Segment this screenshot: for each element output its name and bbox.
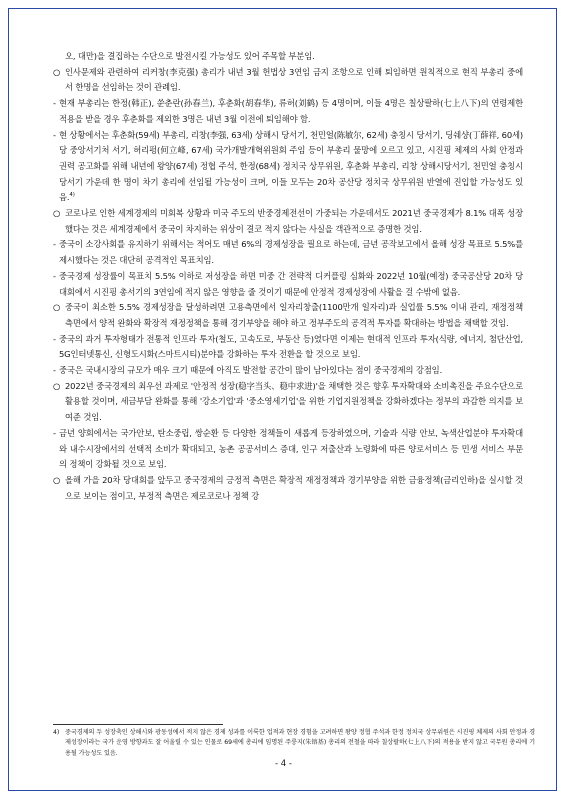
- footnote-text: 중국경제의 두 성장축인 상해시와 광동성에서 적지 않은 경제 성과를 이룩한 업적과 현장 경험을 고려하면 왕양 정협 주석과 한정 정치국 상무위원은 시진핑 체제의 사회 안정과 경제성장이라는 국가 운영 방향과도 잘 어울릴 수 있는 인물로 69세에 총리에 임명된 주룽지(朱镕基) 총리의 전철을 따라 칠상팔하(七上八下)의 적용을 받지 않고 국무원 총리에 기용될 가능성도 있음.: [65, 729, 535, 757]
- dash-bullet-icon: -: [53, 333, 56, 344]
- dash-paragraph: [53, 269, 523, 300]
- paragraph-text: 오, 대만)을 결집하는 수단으로 발전시킬 가능성도 있어 주목할 부분임.: [65, 51, 315, 61]
- dash-paragraph: [53, 332, 523, 363]
- dash-bullet-icon: -: [53, 239, 56, 250]
- dash-paragraph: [53, 128, 523, 207]
- bullet-paragraph: [53, 300, 523, 331]
- dash-paragraph: [53, 363, 523, 379]
- bullet-paragraph: [53, 379, 523, 426]
- paragraph-text: 중국이 최소한 5.5% 경제성장을 달성하려면 고용측면에서 일자리창출(1100만개 일자리)과 실업률 5.5% 이내 관리, 재정정책 측면에서 양적 완화와 확장적 재정정책을 통해 경기부양을 해야 하고 정부주도의 공격적 투자를 확대하는 방법을 채택할 것임.: [65, 302, 523, 328]
- circle-bullet-icon: ○: [53, 474, 61, 485]
- dash-bullet-icon: -: [53, 365, 56, 376]
- paragraph-text: 중국이 소강사회를 유지하기 위해서는 적어도 매년 6%의 경제성장을 필요로 하는데, 금년 공작보고에서 올해 성장 목표로 5.5%를 제시했다는 것은 대단히 공격적인 목표치임.: [59, 239, 523, 266]
- paragraph-text: 2022년 중국경제의 최우선 과제로 '안정적 성장(稳字当头、稳中求进)'을 채택한 것은 향후 투자확대와 소비촉진을 주요수단으로 활용할 것이며, 세금부담 완화를 통해 '강소기업'과 '중소영세기업'을 위한 기업지원정책을 강화하겠다는 정부의 과감한 의지를 보여준 것임.: [65, 380, 523, 423]
- paragraph-text: 인사문제와 관련하여 리커창(李克强) 총리가 내년 3월 헌법상 3연임 금지 조항으로 인해 퇴임하면 원칙적으로 현직 부총리 중에서 한명을 선임하는 것이 관례임.: [65, 66, 523, 93]
- dash-paragraph: [53, 237, 523, 268]
- footnote-reference[interactable]: 4): [69, 192, 75, 199]
- paragraph-text: 중국은 국내시장의 규모가 매우 크기 때문에 아직도 발전할 공간이 많이 남아있다는 점이 중국경제의 강점임.: [59, 365, 443, 376]
- page-number: - 4 -: [275, 759, 292, 769]
- dash-paragraph: [53, 96, 523, 127]
- footnote-marker: 4): [53, 729, 60, 736]
- paragraph-text: 현재 부총리는 한정(韩正), 쑨춘란(孙春兰), 후춘화(胡春华), 류허(刘鹤) 등 4명이며, 이들 4명은 칠상팔하(七上八下)의 연령제한 적용을 받을 경우 후춘화를 제외한 3명은 내년 3월 이전에 퇴임해야 함.: [59, 98, 523, 124]
- page-frame: [8, 8, 557, 791]
- body-content: [53, 49, 523, 504]
- bullet-paragraph: [53, 473, 523, 504]
- paragraph-text: 중국경제 성장률이 목표치 5.5% 이하로 저성장을 하면 미중 간 전략적 디커플링 심화와 2022년 10월(예정) 중국공산당 20차 당대회에서 시진핑 총서기의 3연임에 적지 않은 영향을 줄 것이기 때문에 안정적 경제성장에 사활을 걸 수밖에 없음.: [59, 270, 523, 297]
- bullet-paragraph: [53, 65, 523, 96]
- footnote-4: [53, 728, 535, 759]
- paragraph-text: 현 상황에서는 후춘화(59세) 부총리, 리창(李强, 63세) 상해시 당서기, 천민얼(陈敏尔, 62세) 충칭시 당서기, 딩쉐샹(丁薛祥, 60세) 당 중앙서기처 서기, 허리펑(何立峰, 67세) 국가개발개혁위원회 주임 등이 부총리 물망에 오르고 있고, 시진핑 체제의 사회 안정과 권력 공고화를 위해 내년에 왕양(67세) 정협 주석, 한정(68세) 정치국 상무위원, 후춘화 부총리, 리창 상해시당서기, 천민얼 충칭시 당서기 가운데 한 명이 차기 총리에 선임될 가능성이 크며, 이들 모두는 20차 공산당 정치국 상무위원 반열에 진입할 가능성도 있음.: [59, 129, 523, 203]
- paragraph-text: 코로나로 인한 세계경제의 미회복 상황과 미국 주도의 반중경제전선이 가중되는 가운데서도 2021년 중국경제가 8.1% 대폭 성장했다는 것은 세계경제에서 중국이 차지하는 위상이 결코 적지 않다는 사실을 객관적으로 증명한 것임.: [65, 208, 523, 234]
- paragraph-text: 금년 양회에서는 국가안보, 탄소중립, 쌍순환 등 다양한 정책들이 새롭게 등장하였으며, 기술과 식량 안보, 녹색산업분야 투자확대와 내수시장에서의 선택적 소비가 확대되고, 농촌 공공서비스 증대, 인구 저출산과 노령화에 따른 양로서비스 등 민생 서비스 부문의 정책이 강화될 것으로 보임.: [59, 427, 523, 470]
- dash-paragraph: [53, 426, 523, 473]
- circle-bullet-icon: ○: [53, 302, 61, 313]
- dash-bullet-icon: -: [53, 427, 56, 438]
- footnote-divider: [53, 724, 223, 725]
- bullet-paragraph: [53, 206, 523, 237]
- paragraph-text: 중국의 과거 투자형태가 전통적 인프라 투자(철도, 고속도로, 부동산 등)였다면 이제는 현대적 인프라 투자(식량, 에너지, 첨단산업, 5G인터넷통신, 신형도시화(스마트시티)분야를 강화하는 투자 전환을 할 것으로 보임.: [59, 333, 523, 360]
- dash-bullet-icon: -: [53, 98, 56, 109]
- paragraph-text: 올해 가을 20차 당대회를 앞두고 중국경제의 긍정적 측면은 확장적 재정정책과 경기부양을 위한 금융정책(금리인하)을 실시할 것으로 보이는 점이고, 부정적 측면은 제로코로나 정책 강: [65, 474, 523, 501]
- circle-bullet-icon: ○: [53, 380, 61, 391]
- circle-bullet-icon: ○: [53, 66, 61, 77]
- continuation-paragraph: [53, 49, 523, 65]
- circle-bullet-icon: ○: [53, 208, 61, 219]
- dash-bullet-icon: -: [53, 129, 56, 140]
- dash-bullet-icon: -: [53, 270, 56, 281]
